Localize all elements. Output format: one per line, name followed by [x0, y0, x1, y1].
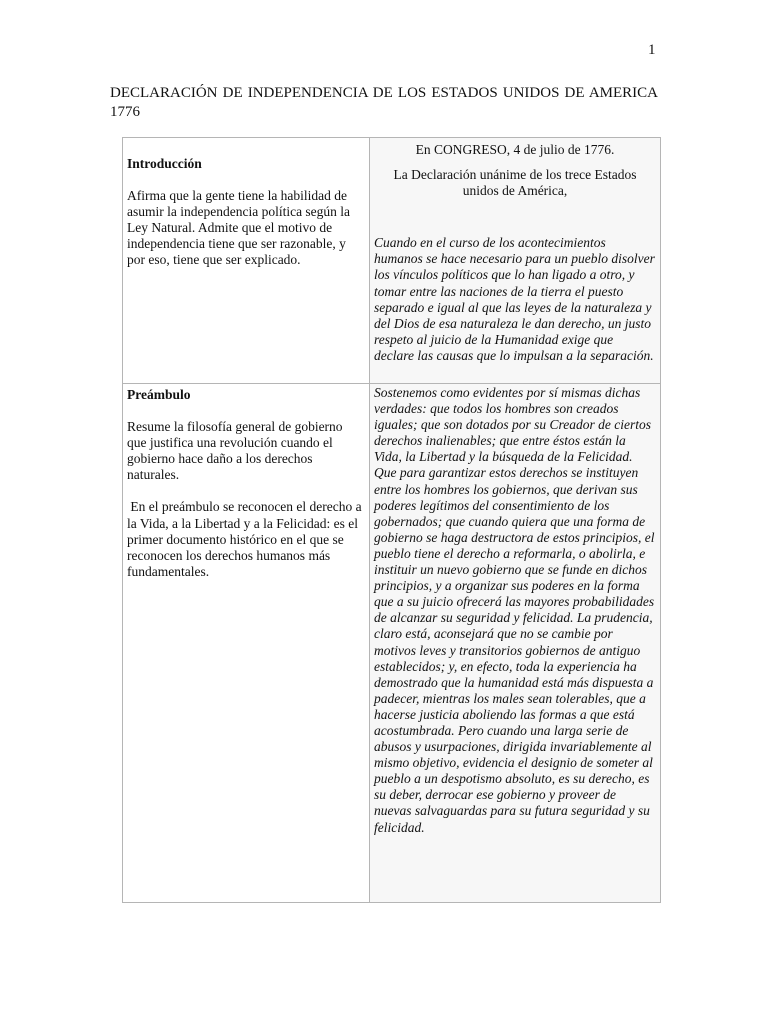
preamble-description-rights: En el preámbulo se reconocen el derecho a la Vida, a la Libertad y a la Felicidad: es el primer documento histórico en el que se reconocen los derechos humanos más fundamentales.: [127, 499, 366, 579]
table-row-introduction: [123, 138, 661, 384]
preamble-description: Resume la filosofía general de gobierno que justifica una revolución cuando el gobierno hace daño a los derechos naturales.: [127, 419, 343, 483]
intro-description: Afirma que la gente tiene la habilidad de asumir la independencia política según la Ley Natural. Admite que el motivo de independencia tiene que ser razonable, y por eso, tiene que ser explicado.: [127, 188, 351, 268]
intro-heading: Introducción: [127, 156, 202, 171]
preamble-summary-cell: [123, 384, 370, 903]
intro-text-cell: [370, 138, 661, 384]
congress-line: En CONGRESO, 4 de julio de 1776.: [415, 142, 615, 157]
declaration-title: La Declaración unánime de los trece Estados unidos de América,: [393, 167, 637, 199]
document-title: DECLARACIÓN DE INDEPENDENCIA DE LOS ESTADOS UNIDOS DE AMERICA 1776: [110, 85, 658, 120]
preamble-text: Sostenemos como evidentes por sí mismas dichas verdades: que todos los hombres son creados iguales; que son dotados por su Creador de ciertos derechos inalienables; que entre éstos están la Vida, la Libertad y la búsqueda de la Felicidad. Que para garantizar estos derechos se instituyen entre los hombres los gobiernos, que derivan sus poderes legítimos del consentimiento de los gobernados; que cuando quiera que una forma de gobierno se haga destructora de estos principios, el pueblo tiene el derecho a reformarla, o abolirla, e instituir un nuevo gobierno que se funde en dichos principios, y a organizar sus poderes en la forma que a su juicio ofrecerá las mayores probabilidades de alcanzar su seguridad y felicidad. La prudencia, claro está, aconsejará que no se cambie por motivos leves y transitorios gobiernos de antiguo establecidos; y, en efecto, toda la experiencia ha demostrado que la humanidad está más dispuesta a padecer, mientras los males sean tolerables, que a hacerse justicia aboliendo las formas a que está acostumbrada. Pero cuando una larga serie de abusos y usurpaciones, dirigida invariablemente al mismo objetivo, evidencia el designio de someter al pueblo a un despotismo absoluto, es su derecho, es su deber, derrocar ese gobierno y proveer de nuevas salvaguardas para su futura seguridad y su felicidad.: [374, 385, 655, 835]
declaration-table: [122, 137, 661, 903]
intro-text: Cuando en el curso de los acontecimientos humanos se hace necesario para un pueblo disolver los vínculos políticos que lo han ligado a otro, y tomar entre las naciones de la tierra el puesto separado e igual al que las leyes de la naturaleza y del Dios de esa naturaleza le dan derecho, un justo respeto al juicio de la Humanidad exige que declare las causas que lo impulsan a la separación.: [374, 235, 655, 363]
page-number: 1: [648, 42, 656, 58]
intro-summary-cell: [123, 138, 370, 384]
preamble-heading: Preámbulo: [127, 387, 191, 402]
preamble-text-cell: [370, 384, 661, 903]
table-row-preamble: [123, 384, 661, 903]
